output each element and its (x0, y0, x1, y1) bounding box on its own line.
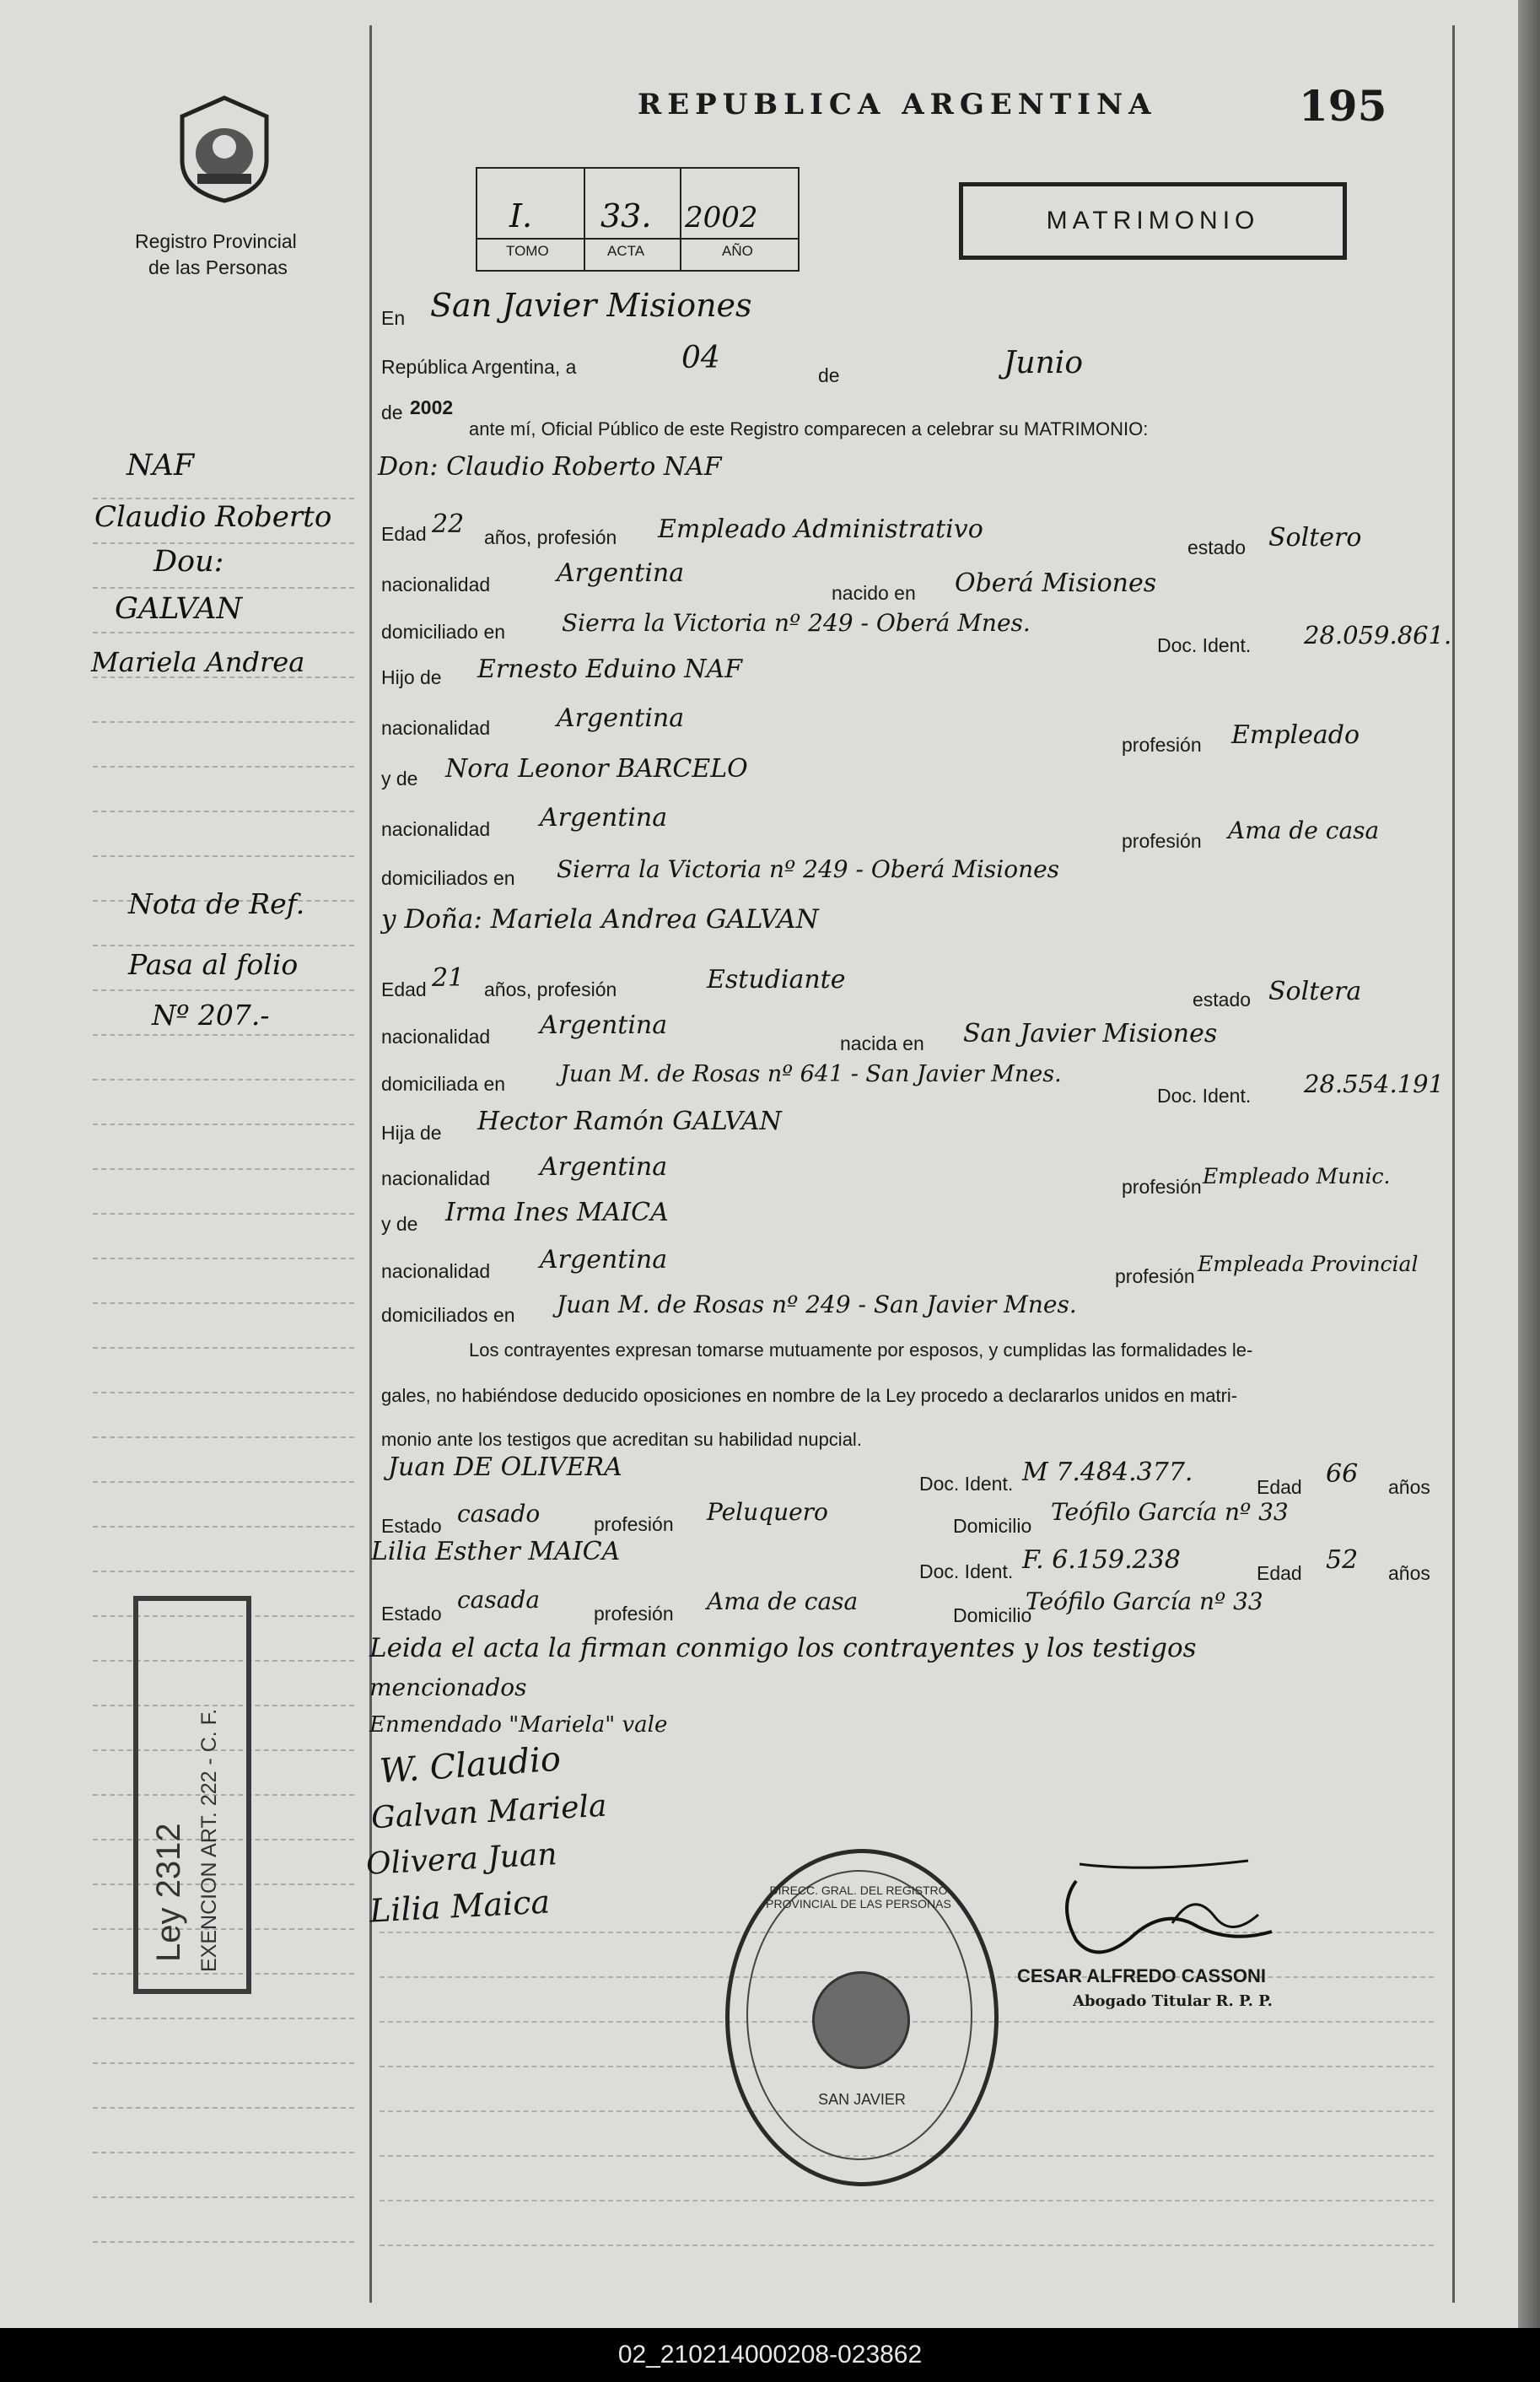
groom-mother-prof: Ama de casa (1228, 816, 1380, 844)
margin-rule (93, 2241, 354, 2243)
bride-edad-label: Edad (381, 978, 427, 1000)
bride-address-label: domiciliada en (381, 1073, 506, 1095)
main-rule (380, 2245, 1434, 2246)
margin-rule (93, 1436, 354, 1438)
anio-value: 2002 (685, 201, 758, 234)
margin-ref-note: Nota de Ref. (128, 887, 305, 920)
margin-rule (93, 721, 354, 723)
bride-address: Juan M. de Rosas nº 641 - San Javier Mnes. (560, 1061, 1062, 1087)
groom-parents-address: Sierra la Victoria nº 249 - Oberá Misiones (557, 855, 1060, 883)
witness-2-doc-label: Doc. Ident. (919, 1560, 1014, 1582)
de-label: de (818, 364, 840, 386)
witness-2-doc: F. 6.159.238 (1022, 1545, 1181, 1575)
witness-1-age: 66 (1326, 1459, 1359, 1489)
witness-1-address: Teófilo García nº 33 (1051, 1498, 1289, 1526)
tomo-label: TOMO (506, 243, 549, 259)
groom-address: Sierra la Victoria nº 249 - Oberá Mnes. (562, 609, 1031, 637)
margin-ref-number: Nº 207.- (152, 999, 270, 1032)
main-rule (380, 2200, 1434, 2201)
groom-name: Don: Claudio Roberto NAF (378, 452, 722, 482)
groom-hijo-label: Hijo de (381, 666, 442, 688)
registry-seal (725, 1849, 999, 2186)
groom-estado-label: estado (1187, 536, 1247, 558)
bride-mother: Irma Ines MAICA (445, 1198, 669, 1227)
acta-label: ACTA (607, 243, 645, 259)
margin-surname-groom: NAF (127, 449, 195, 482)
groom-estado: Soltero (1268, 523, 1362, 552)
groom-birthplace-label: nacido en (832, 582, 916, 604)
folio-number: 195 (1299, 81, 1387, 131)
margin-rule (93, 1481, 354, 1483)
groom-doc-label: Doc. Ident. (1157, 634, 1252, 656)
day: 04 (681, 341, 720, 375)
margin-rule (93, 2107, 354, 2109)
margin-rule (93, 1034, 354, 1036)
bride-father-prof-label: profesión (1122, 1176, 1202, 1198)
margin-rule (93, 1124, 354, 1125)
bride-parents-address-label: domiciliados en (381, 1304, 515, 1326)
margin-given-bride: Mariela Andrea (91, 646, 305, 678)
groom-father-nat-label: nacionalidad (381, 717, 491, 739)
office-name-line1: Registro Provincial (135, 230, 297, 252)
bride-mother-nat: Argentina (540, 1245, 668, 1275)
margin-surname-bride: GALVAN (115, 592, 243, 626)
margin-rule (93, 2196, 354, 2198)
witness-1-name: Juan DE OLIVERA (388, 1452, 622, 1482)
bride-name: y Doña: Mariela Andrea GALVAN (381, 904, 819, 935)
official-name: CESAR ALFREDO CASSONI (1017, 1965, 1266, 1986)
exemption-stamp-law: Ley 2312 (150, 1823, 187, 1962)
bride-profession: Estudiante (707, 965, 846, 994)
witness-2-age: 52 (1326, 1545, 1359, 1575)
witness-2-address: Teófilo García nº 33 (1026, 1587, 1263, 1615)
page-edge (1518, 0, 1540, 2328)
margin-rule (93, 1302, 354, 1304)
place: San Javier Misiones (430, 287, 752, 324)
margin-rule (93, 766, 354, 768)
margin-rule (93, 1258, 354, 1259)
margin-rule (93, 1571, 354, 1572)
margin-rule (93, 1347, 354, 1349)
margin-rule (93, 2152, 354, 2153)
margin-rule (93, 1168, 354, 1170)
witness-2-domicilio-label: Domicilio (953, 1604, 1032, 1626)
margin-rule (93, 855, 354, 857)
witness-2-anos-label: años (1388, 1562, 1430, 1584)
acta-value: 33. (600, 197, 652, 234)
bride-doc-label: Doc. Ident. (1157, 1085, 1252, 1107)
signature-witness-2: Lilia Maica (368, 1883, 552, 1930)
month: Junio (1004, 346, 1083, 380)
groom-doc: 28.059.861. (1304, 621, 1452, 649)
margin-rule (93, 498, 354, 499)
bride-parents-address: Juan M. de Rosas nº 249 - San Javier Mnes. (557, 1291, 1077, 1318)
witness-2-edad-label: Edad (1257, 1562, 1302, 1584)
witness-2-name: Lilia Esther MAICA (371, 1537, 621, 1566)
bride-birthplace: San Javier Misiones (963, 1019, 1218, 1048)
republica-label: República Argentina, a (381, 356, 577, 378)
margin-rule (93, 587, 354, 589)
bride-estado: Soltera (1268, 977, 1362, 1006)
margin-rule (93, 989, 354, 991)
year: 2002 (410, 396, 454, 418)
bride-profesion-label: años, profesión (484, 978, 617, 1000)
margin-rule (93, 1392, 354, 1393)
margin-rule (93, 542, 354, 544)
footer-code: 02_210214000208-023862 (0, 2328, 1540, 2382)
closing-line-1: Leida el acta la firman conmigo los contrayentes y los testigos (369, 1633, 1197, 1663)
signature-bride: Galvan Mariela (370, 1788, 608, 1836)
witness-1-estado: casado (457, 1500, 541, 1528)
bride-mother-nat-label: nacionalidad (381, 1260, 491, 1282)
groom-mother: Nora Leonor BARCELO (445, 754, 748, 784)
witness-2-estado-label: Estado (381, 1603, 442, 1625)
en-label: En (381, 307, 406, 329)
closing-line-2: mencionados (369, 1673, 527, 1701)
margin-rule (93, 1079, 354, 1081)
seal-sub-text: SAN JAVIER (818, 2091, 906, 2108)
exemption-stamp-article: EXENCION ART. 222 - C. F. (197, 1708, 221, 1972)
bride-nationality-label: nacionalidad (381, 1026, 491, 1048)
groom-nationality: Argentina (557, 558, 685, 588)
declaration-line-1: Los contrayentes expresan tomarse mutuamente por esposos, y cumplidas las formalidades le- (469, 1339, 1253, 1361)
document-type-box (959, 182, 1347, 260)
witness-1-profesion-label: profesión (594, 1513, 674, 1535)
country-heading: REPUBLICA ARGENTINA (638, 88, 1157, 121)
groom-edad-label: Edad (381, 523, 427, 545)
tomo-value: I. (509, 197, 533, 234)
record-box-divider (680, 167, 681, 270)
margin-rule (93, 2062, 354, 2064)
groom-profession: Empleado Administrativo (658, 515, 983, 544)
bride-father: Hector Ramón GALVAN (477, 1107, 782, 1136)
witness-1-doc: M 7.484.377. (1022, 1458, 1193, 1487)
margin-divider (369, 25, 372, 2303)
margin-rule (93, 2018, 354, 2019)
groom-address-label: domiciliado en (381, 621, 506, 643)
record-box-divider (584, 167, 585, 270)
groom-birthplace: Oberá Misiones (955, 569, 1157, 598)
groom-profesion-label: años, profesión (484, 526, 617, 548)
groom-father-prof: Empleado (1231, 720, 1360, 750)
groom-mother-nat-label: nacionalidad (381, 818, 491, 840)
groom-yde-label: y de (381, 768, 418, 790)
document-type-label: MATRIMONIO (1046, 207, 1260, 234)
bride-hija-label: Hija de (381, 1122, 442, 1144)
witness-2-estado: casada (457, 1586, 541, 1614)
bride-age: 21 (432, 963, 465, 993)
declaration-line-2: gales, no habiéndose deducido oposiciones en nombre de la Ley procedo a declararlos unidos en matri- (381, 1385, 1238, 1406)
margin-ref-folio: Pasa al folio (128, 948, 299, 981)
signature-groom: W. Claudio (378, 1739, 563, 1792)
margin-given-groom: Claudio Roberto (94, 500, 332, 534)
office-name-line2: de las Personas (148, 256, 288, 278)
declaration-line-3: monio ante los testigos que acreditan su habilidad nupcial. (381, 1429, 862, 1450)
groom-nationality-label: nacionalidad (381, 574, 491, 596)
bride-father-nat-label: nacionalidad (381, 1167, 491, 1189)
official-title: Abogado Titular R. P. P. (1073, 1992, 1273, 2010)
right-border (1452, 25, 1455, 2303)
margin-rule (93, 811, 354, 812)
witness-2-profession: Ama de casa (707, 1587, 859, 1615)
witness-1-anos-label: años (1388, 1476, 1430, 1498)
groom-father-prof-label: profesión (1122, 734, 1202, 756)
closing-line-3: Enmendado "Mariela" vale (369, 1712, 668, 1738)
margin-rule (93, 632, 354, 633)
seal-text: DIRECC. GRAL. DEL REGISTRO PROVINCIAL DE LAS PERSONAS (766, 1884, 951, 1910)
bride-doc: 28.554.191 (1304, 1070, 1445, 1098)
groom-father: Ernesto Eduino NAF (477, 655, 743, 684)
year-prefix: de (381, 401, 403, 423)
record-box-separator (476, 238, 798, 240)
appearance-statement: ante mí, Oficial Público de este Registro comparecen a celebrar su MATRIMONIO: (469, 418, 1149, 439)
groom-father-nat: Argentina (557, 703, 685, 733)
bride-yde-label: y de (381, 1213, 418, 1235)
margin-rule (93, 1526, 354, 1528)
bride-father-nat: Argentina (540, 1152, 668, 1182)
bride-estado-label: estado (1193, 989, 1252, 1010)
bride-birthplace-label: nacida en (840, 1032, 924, 1054)
exemption-stamp (133, 1596, 251, 1994)
margin-rule (93, 945, 354, 946)
groom-mother-prof-label: profesión (1122, 830, 1202, 852)
bride-mother-prof: Empleada Provincial (1198, 1252, 1419, 1276)
witness-1-estado-label: Estado (381, 1515, 442, 1537)
witness-1-domicilio-label: Domicilio (953, 1515, 1032, 1537)
margin-dou: Dou: (153, 545, 224, 579)
groom-parents-address-label: domiciliados en (381, 867, 515, 889)
witness-2-profesion-label: profesión (594, 1603, 674, 1625)
margin-rule (93, 1213, 354, 1215)
seal-emblem-icon (812, 1971, 910, 2069)
groom-mother-nat: Argentina (540, 803, 668, 833)
bride-mother-prof-label: profesión (1115, 1265, 1195, 1287)
coat-of-arms-icon (167, 91, 282, 206)
witness-1-edad-label: Edad (1257, 1476, 1302, 1498)
official-signature-icon (1046, 1839, 1299, 1974)
groom-age: 22 (432, 509, 465, 539)
witness-1-doc-label: Doc. Ident. (919, 1473, 1014, 1495)
signature-witness-1: Olivera Juan (365, 1837, 558, 1882)
bride-father-prof: Empleado Munic. (1203, 1164, 1391, 1188)
anio-label: AÑO (722, 243, 753, 259)
bride-nationality: Argentina (540, 1010, 668, 1040)
witness-1-profession: Peluquero (707, 1498, 828, 1526)
